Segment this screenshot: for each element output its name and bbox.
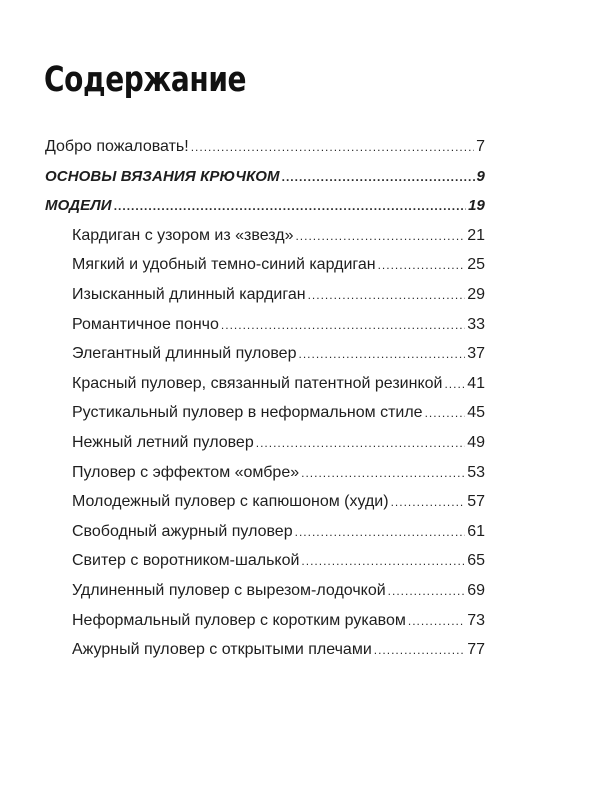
toc-entry	[45, 196, 485, 216]
toc-entry-page-number: 9	[476, 167, 485, 185]
toc-entry-title: ОСНОВЫ ВЯЗАНИЯ КРЮЧКОМ	[45, 167, 280, 185]
dot-leader	[425, 403, 466, 423]
toc-entry	[72, 344, 485, 364]
toc-entry-title: Элегантный длинный пуловер	[72, 345, 297, 363]
toc-entry-page-number: 45	[467, 404, 485, 422]
dot-leader	[374, 640, 465, 660]
dot-leader	[301, 551, 465, 571]
toc-entry	[72, 522, 485, 542]
toc-entry-title: Романтичное пончо	[72, 315, 219, 333]
toc-entry	[72, 285, 485, 305]
toc-entry-page-number: 65	[467, 552, 485, 570]
toc-entry-title: Удлиненный пуловер с вырезом-лодочкой	[72, 582, 386, 599]
dot-leader	[301, 463, 465, 483]
dot-leader	[298, 344, 465, 364]
toc-entry-title: Красный пуловер, связанный патентной резинкой	[72, 374, 443, 392]
toc-entry-title: Нежный летний пуловер	[72, 434, 254, 451]
page-title: Содержание	[44, 60, 247, 100]
toc-entry-page-number: 33	[467, 315, 485, 333]
toc-entry	[72, 492, 485, 512]
dot-leader	[191, 137, 474, 157]
dot-leader	[282, 167, 475, 187]
toc-entry-title: Кардиган с узором из «звезд»	[72, 226, 294, 244]
dot-leader	[408, 611, 465, 631]
toc-entry-title: Пуловер с эффектом «омбре»	[72, 463, 300, 481]
toc-entry-title: Изысканный длинный кардиган	[72, 286, 306, 303]
toc-entry	[45, 167, 485, 187]
dot-leader	[256, 433, 465, 453]
toc-entry-page-number: 37	[467, 345, 485, 363]
toc-entry-page-number: 7	[476, 138, 485, 155]
toc-entry-page-number: 61	[467, 522, 485, 540]
toc-entry	[72, 581, 485, 601]
toc-entry-page-number: 49	[467, 434, 485, 451]
toc-entry-page-number: 77	[467, 641, 485, 659]
toc-entry	[72, 374, 485, 394]
toc-entry-title: МОДЕЛИ	[45, 197, 112, 215]
toc-entry-page-number: 21	[467, 226, 485, 244]
dot-leader	[388, 581, 466, 601]
toc-entry-page-number: 29	[467, 286, 485, 303]
toc-entry-page-number: 73	[467, 611, 485, 629]
toc-entry	[72, 255, 485, 275]
dot-leader	[295, 226, 465, 246]
toc-entry-page-number: 19	[468, 197, 485, 215]
dot-leader	[444, 374, 465, 394]
dot-leader	[378, 255, 466, 275]
toc-entry-page-number: 69	[467, 582, 485, 599]
toc-entry-title: Ажурный пуловер с открытыми плечами	[72, 641, 372, 659]
toc-entry-title: Рустикальный пуловер в неформальном стиле	[72, 404, 423, 422]
toc-entry-title: Свитер с воротником-шалькой	[72, 552, 300, 570]
toc-entry	[72, 551, 485, 571]
toc-entry-title: Молодежный пуловер с капюшоном (худи)	[72, 493, 389, 511]
toc-entry	[72, 433, 485, 453]
toc-entry-page-number: 25	[467, 256, 485, 274]
toc-entry-title: Неформальный пуловер с коротким рукавом	[72, 611, 406, 629]
toc-entry-title: Свободный ажурный пуловер	[72, 522, 293, 540]
toc-entry	[72, 403, 485, 423]
toc-entry-page-number: 57	[467, 493, 485, 511]
toc-entry	[72, 463, 485, 483]
dot-leader	[308, 285, 466, 305]
toc-entry-page-number: 41	[467, 374, 485, 392]
dot-leader	[295, 522, 466, 542]
toc-entry-title: Добро пожаловать!	[45, 138, 189, 155]
toc-entry-title: Мягкий и удобный темно-синий кардиган	[72, 256, 376, 274]
toc-entry	[72, 640, 485, 660]
toc-entry	[72, 315, 485, 335]
toc-entry-page-number: 53	[467, 463, 485, 481]
toc-entry	[45, 137, 485, 157]
dot-leader	[221, 315, 465, 335]
dot-leader	[114, 196, 466, 216]
dot-leader	[391, 492, 466, 512]
toc-entry	[72, 226, 485, 246]
toc-entry	[72, 611, 485, 631]
